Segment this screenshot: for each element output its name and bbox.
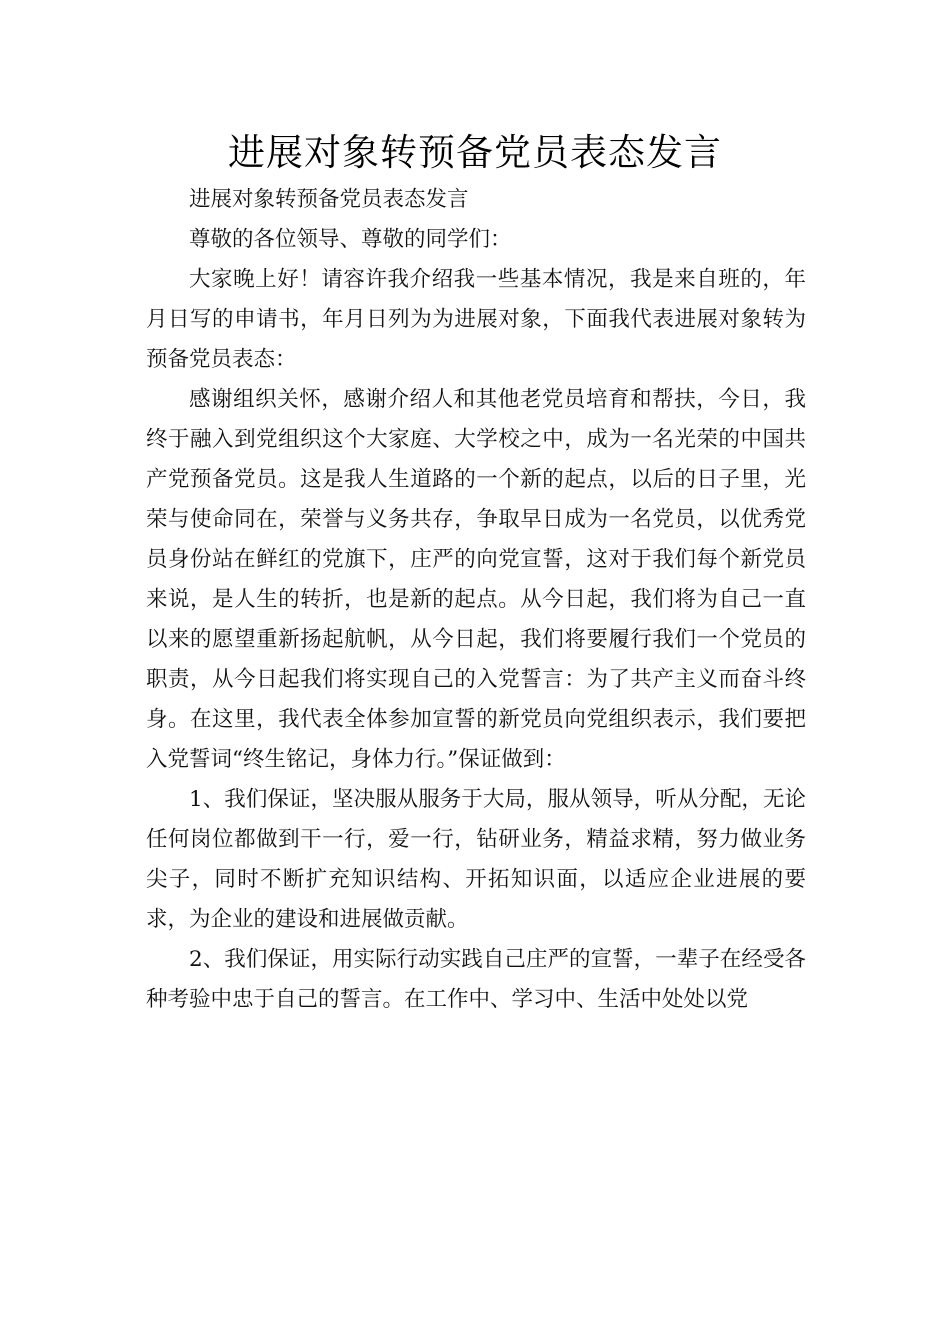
document-title: 进展对象转预备党员表态发言: [228, 131, 722, 174]
paragraph-pledge-1: 1、我们保证，坚决服从服务于大局，服从领导，听从分配，无论任何岗位都做到干一行，爱一行，钻研业务，精益求精，努力做业务尖子，同时不断扩充知识结构、开拓知识面，以适应企业进展的要求，为企业的建设和进展做贡献。: [146, 787, 806, 932]
document-body: [146, 180, 806, 1020]
paragraph-salutation: 尊敬的各位领导、尊敬的同学们：: [189, 227, 512, 252]
paragraph-introduction: 大家晚上好！请容许我介绍我一些基本情况，我是来自班的，年月日写的申请书，年月日列为为进展对象，下面我代表进展对象转为预备党员表态：: [146, 267, 806, 372]
paragraph-pledge-2: 2、我们保证，用实际行动实践自己庄严的宣誓，一辈子在经受各种考验中忠于自己的誓言。在工作中、学习中、生活中处处以党: [146, 947, 806, 1012]
paragraph-subtitle: 进展对象转预备党员表态发言: [189, 187, 469, 212]
paragraph-gratitude: 感谢组织关怀，感谢介绍人和其他老党员培育和帮扶，今日，我终于融入到党组织这个大家庭、大学校之中，成为一名光荣的中国共产党预备党员。这是我人生道路的一个新的起点，以后的日子里，光荣与使命同在，荣誉与义务共存，争取早日成为一名党员，以优秀党员身份站在鲜红的党旗下，庄严的向党宣誓，这对于我们每个新党员来说，是人生的转折，也是新的起点。从今日起，我们将为自己一直以来的愿望重新扬起航帆，从今日起，我们将要履行我们一个党员的职责，从今日起我们将实现自己的入党誓言：为了共产主义而奋斗终身。在这里，我代表全体参加宣誓的新党员向党组织表示，我们要把入党誓词“终生铭记，身体力行。”保证做到：: [146, 387, 806, 772]
